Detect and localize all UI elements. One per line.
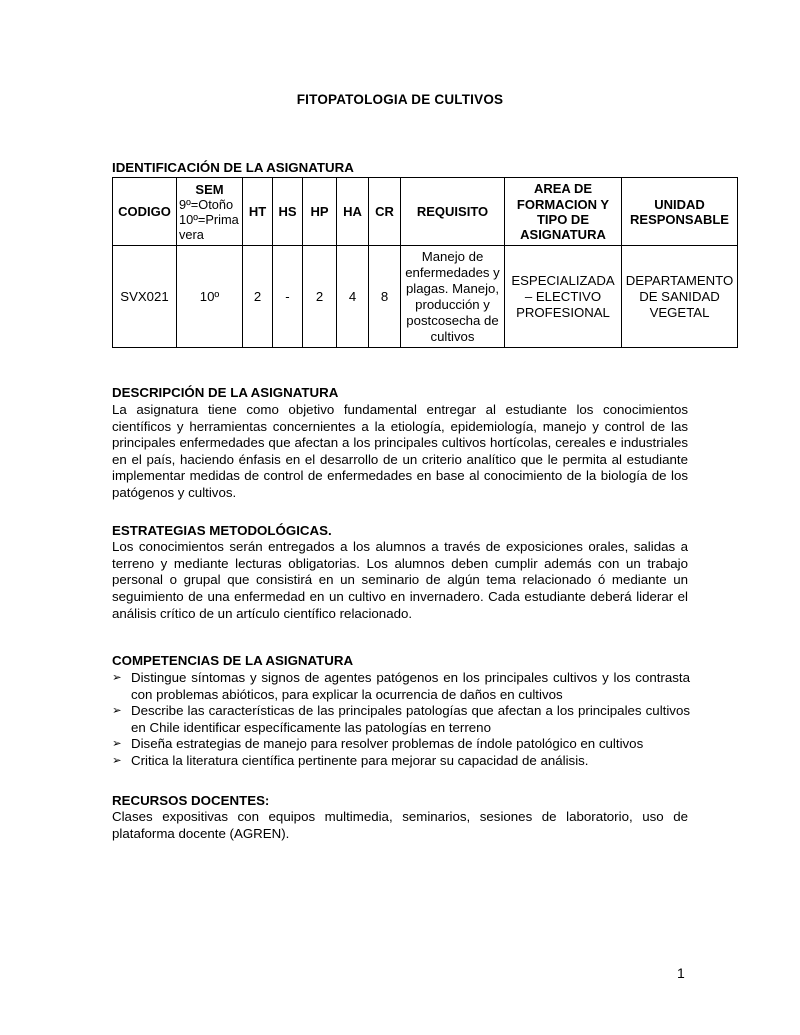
arrow-bullet-icon: ➢ [112, 671, 122, 684]
list-item [112, 703, 690, 736]
cell-requisito: Manejo de enfermedades y plagas. Manejo, producción y postcosecha de cultivos [401, 246, 505, 348]
cell-hs: - [273, 246, 303, 348]
cell-area-formacion: ESPECIALIZADA – ELECTIVO PROFESIONAL [505, 246, 622, 348]
cell-unidad-responsable: DEPARTAMENTO DE SANIDAD VEGETAL [622, 246, 738, 348]
table-header-row [113, 178, 738, 246]
section-heading-recursos: RECURSOS DOCENTES: [112, 792, 270, 808]
section-heading-identificacion: IDENTIFICACIÓN DE LA ASIGNATURA [112, 159, 354, 175]
col-header-ht: HT [243, 178, 273, 246]
page-number: 1 [677, 965, 685, 981]
document-content [112, 0, 738, 842]
descripcion-paragraph: La asignatura tiene como objetivo fundamental entregar al estudiante los conocimientos científicos y herramientas concernientes a la etiología, epidemiología, manejo y control de las principales enfermedades que afectan a los principales cultivos hortícolas, cereales e industriales en el país, haciendo énfasis en el desarrollo de un criterio analítico que le permita al estudiante implementar medidas de control de enfermedades en base al conocimiento de la biología de los patógenos y cultivos. [112, 401, 688, 501]
col-header-hp: HP [303, 178, 337, 246]
col-header-unidad-responsable: UNIDAD RESPONSABLE [622, 178, 738, 246]
list-item [112, 753, 690, 770]
col-header-sem [177, 178, 243, 246]
recursos-paragraph: Clases expositivas con equipos multimedia, seminarios, sesiones de laboratorio, uso de plataforma docente (AGREN). [112, 809, 688, 841]
list-item [112, 670, 690, 703]
list-item-text: Describe las características de las principales patologías que afectan a los principales cultivos en Chile identificar específicamente las patologías en terreno [131, 703, 690, 735]
cell-sem: 10º [177, 246, 243, 348]
col-header-sem-title: SEM [195, 181, 224, 197]
cell-ha: 4 [337, 246, 369, 348]
list-item-text: Diseña estrategias de manejo para resolver problemas de índole patológico en cultivos [131, 736, 644, 752]
list-item-text: Critica la literatura científica pertinente para mejorar su capacidad de análisis. [131, 752, 589, 768]
estrategias-paragraph: Los conocimientos serán entregados a los alumnos a través de exposiciones orales, salidas a terreno y mediante lecturas obligatorias. Los alumnos deben cumplir además con un trabajo personal o grupal que consistirá en un seminario de algún tema relacionado ó mediante un seguimiento de una enfermedad en un cultivo en invernadero. Cada estudiante deberá liderar el análisis crítico de un artículo científico relacionado. [112, 539, 688, 621]
list-item [112, 736, 690, 753]
table-row [113, 246, 738, 348]
col-header-sem-note: 9º=Otoño 10º=Primavera [179, 196, 239, 243]
section-heading-descripcion: DESCRIPCIÓN DE LA ASIGNATURA [112, 385, 339, 401]
col-header-cr: CR [369, 178, 401, 246]
document-title: FITOPATOLOGIA DE CULTIVOS [296, 92, 504, 107]
col-header-area-formacion: AREA DE FORMACION Y TIPO DE ASIGNATURA [505, 178, 622, 246]
cell-cr: 8 [369, 246, 401, 348]
arrow-bullet-icon: ➢ [112, 738, 122, 751]
cell-ht: 2 [243, 246, 273, 348]
section-heading-estrategias: ESTRATEGIAS METODOLÓGICAS. [112, 522, 332, 538]
arrow-bullet-icon: ➢ [112, 754, 122, 767]
col-header-codigo: CODIGO [113, 178, 177, 246]
list-item-text: Distingue síntomas y signos de agentes patógenos en los principales cultivos y los contrasta con problemas abióticos, para explicar la ocurrencia de daños en cultivos [131, 669, 690, 702]
col-header-requisito: REQUISITO [401, 178, 505, 246]
cell-codigo: SVX021 [113, 246, 177, 348]
col-header-ha: HA [337, 178, 369, 246]
competencias-list [112, 670, 690, 770]
arrow-bullet-icon: ➢ [112, 705, 122, 718]
identificacion-table [112, 177, 738, 348]
col-header-hs: HS [273, 178, 303, 246]
section-heading-competencias: COMPETENCIAS DE LA ASIGNATURA [112, 653, 354, 669]
cell-hp: 2 [303, 246, 337, 348]
